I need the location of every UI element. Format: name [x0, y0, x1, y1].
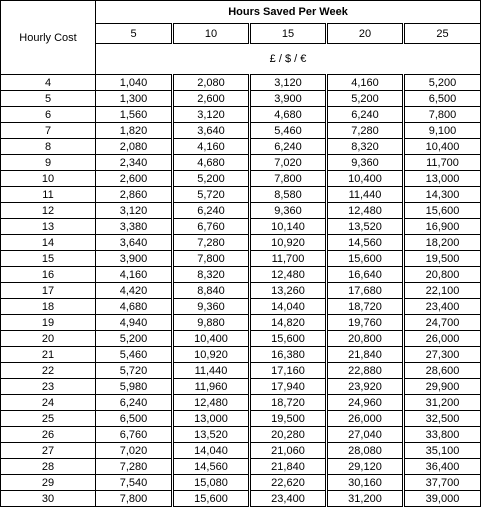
savings-value-cell: 4,160 [96, 267, 173, 283]
table-header [1, 1, 481, 75]
table-row [1, 411, 481, 427]
savings-value-cell: 1,040 [96, 75, 173, 91]
savings-value-cell: 26,000 [327, 411, 404, 427]
hourly-cost-cell: 22 [1, 363, 96, 379]
column-header: 20 [327, 24, 404, 44]
savings-value-cell: 11,440 [173, 363, 250, 379]
savings-value-cell: 3,120 [250, 75, 327, 91]
savings-value-cell: 23,920 [327, 379, 404, 395]
savings-value-cell: 18,720 [250, 395, 327, 411]
column-header: 15 [250, 24, 327, 44]
savings-value-cell: 5,720 [173, 187, 250, 203]
savings-value-cell: 3,380 [96, 219, 173, 235]
savings-value-cell: 7,540 [96, 475, 173, 491]
savings-value-cell: 19,760 [327, 315, 404, 331]
savings-value-cell: 16,380 [250, 347, 327, 363]
savings-value-cell: 2,080 [173, 75, 250, 91]
hourly-cost-cell: 5 [1, 91, 96, 107]
hourly-cost-cell: 16 [1, 267, 96, 283]
savings-value-cell: 13,000 [404, 171, 481, 187]
savings-value-cell: 23,400 [404, 299, 481, 315]
savings-value-cell: 6,240 [96, 395, 173, 411]
savings-value-cell: 2,860 [96, 187, 173, 203]
savings-value-cell: 11,700 [404, 155, 481, 171]
savings-value-cell: 3,900 [250, 91, 327, 107]
table-row [1, 235, 481, 251]
hourly-cost-cell: 24 [1, 395, 96, 411]
savings-value-cell: 22,620 [250, 475, 327, 491]
hourly-cost-cell: 12 [1, 203, 96, 219]
table-row [1, 299, 481, 315]
savings-value-cell: 16,640 [327, 267, 404, 283]
savings-value-cell: 19,500 [404, 251, 481, 267]
savings-value-cell: 7,280 [327, 123, 404, 139]
savings-value-cell: 4,940 [96, 315, 173, 331]
table-row [1, 203, 481, 219]
savings-value-cell: 37,700 [404, 475, 481, 491]
savings-value-cell: 9,360 [173, 299, 250, 315]
savings-value-cell: 5,200 [96, 331, 173, 347]
savings-value-cell: 29,900 [404, 379, 481, 395]
savings-value-cell: 9,880 [173, 315, 250, 331]
hourly-cost-cell: 11 [1, 187, 96, 203]
savings-value-cell: 7,800 [173, 251, 250, 267]
savings-value-cell: 12,480 [327, 203, 404, 219]
savings-value-cell: 28,600 [404, 363, 481, 379]
savings-value-cell: 7,020 [250, 155, 327, 171]
savings-value-cell: 7,800 [250, 171, 327, 187]
savings-value-cell: 32,500 [404, 411, 481, 427]
savings-value-cell: 14,300 [404, 187, 481, 203]
savings-value-cell: 10,140 [250, 219, 327, 235]
hourly-cost-cell: 8 [1, 139, 96, 155]
hourly-cost-cell: 4 [44, 76, 52, 89]
table-row [1, 107, 481, 123]
savings-value-cell: 33,800 [404, 427, 481, 443]
savings-value-cell: 6,240 [250, 139, 327, 155]
savings-value-cell: 26,000 [404, 331, 481, 347]
savings-value-cell: 6,240 [327, 107, 404, 123]
table-row [1, 347, 481, 363]
savings-value-cell: 21,840 [250, 459, 327, 475]
savings-value-cell: 18,720 [327, 299, 404, 315]
savings-value-cell: 5,720 [96, 363, 173, 379]
hourly-cost-cell: 23 [1, 379, 96, 395]
savings-value-cell: 11,440 [327, 187, 404, 203]
savings-value-cell: 6,240 [173, 203, 250, 219]
table-row [1, 475, 481, 491]
savings-value-cell: 5,200 [327, 91, 404, 107]
row-header-label: Hourly Cost [1, 1, 96, 75]
savings-value-cell: 9,360 [327, 155, 404, 171]
savings-value-cell: 21,840 [327, 347, 404, 363]
savings-value-cell: 6,500 [404, 91, 481, 107]
table-row [1, 491, 481, 507]
savings-value-cell: 4,680 [250, 107, 327, 123]
savings-value-cell: 10,400 [327, 171, 404, 187]
hourly-cost-cell: 29 [1, 475, 96, 491]
table-row [1, 459, 481, 475]
table-row [1, 363, 481, 379]
savings-value-cell: 19,500 [250, 411, 327, 427]
hourly-cost-cell: 26 [1, 427, 96, 443]
savings-value-cell: 35,100 [404, 443, 481, 459]
savings-value-cell: 13,260 [250, 283, 327, 299]
hourly-cost-cell: 28 [1, 459, 96, 475]
savings-value-cell: 2,080 [96, 139, 173, 155]
savings-value-cell: 4,160 [173, 139, 250, 155]
table-row [1, 443, 481, 459]
savings-value-cell: 12,480 [250, 267, 327, 283]
savings-value-cell: 11,700 [250, 251, 327, 267]
savings-value-cell: 14,560 [327, 235, 404, 251]
savings-value-cell: 13,000 [173, 411, 250, 427]
table-row [1, 123, 481, 139]
savings-value-cell: 8,320 [173, 267, 250, 283]
savings-value-cell: 13,520 [173, 427, 250, 443]
table-row [1, 155, 481, 171]
savings-value-cell: 6,760 [173, 219, 250, 235]
savings-value-cell: 22,100 [404, 283, 481, 299]
savings-value-cell: 4,420 [96, 283, 173, 299]
savings-value-cell: 39,000 [404, 491, 481, 507]
savings-value-cell: 27,300 [404, 347, 481, 363]
savings-value-cell: 23,400 [250, 491, 327, 507]
savings-value-cell: 13,520 [327, 219, 404, 235]
hourly-cost-cell: 19 [1, 315, 96, 331]
table-row [1, 91, 481, 107]
table-body [1, 75, 481, 507]
savings-value-cell: 17,940 [250, 379, 327, 395]
savings-value-cell: 3,900 [96, 251, 173, 267]
savings-value-cell: 7,800 [96, 491, 173, 507]
table-row [1, 395, 481, 411]
table-title: Hours Saved Per Week [96, 1, 481, 24]
table-row [1, 331, 481, 347]
savings-value-cell: 14,820 [250, 315, 327, 331]
savings-value-cell: 15,600 [173, 491, 250, 507]
table-row [1, 171, 481, 187]
table-row [1, 139, 481, 155]
savings-value-cell: 3,640 [173, 123, 250, 139]
table-row [1, 75, 481, 91]
hourly-cost-cell: 18 [1, 299, 96, 315]
currency-label: £ / $ / € [96, 44, 481, 75]
savings-value-cell: 4,160 [327, 75, 404, 91]
savings-value-cell: 36,400 [404, 459, 481, 475]
table-row [1, 219, 481, 235]
savings-value-cell: 27,040 [327, 427, 404, 443]
hourly-cost-cell: 9 [1, 155, 96, 171]
column-header: 10 [173, 24, 250, 44]
table-row [1, 315, 481, 331]
savings-value-cell: 20,800 [404, 267, 481, 283]
savings-value-cell: 8,840 [173, 283, 250, 299]
savings-value-cell: 1,300 [96, 91, 173, 107]
savings-value-cell: 18,200 [404, 235, 481, 251]
savings-value-cell: 6,760 [96, 427, 173, 443]
savings-value-cell: 14,560 [173, 459, 250, 475]
hourly-cost-cell: 25 [1, 411, 96, 427]
savings-value-cell: 29,120 [327, 459, 404, 475]
savings-value-cell: 14,040 [250, 299, 327, 315]
hourly-cost-cell: 15 [1, 251, 96, 267]
table-row [1, 283, 481, 299]
savings-value-cell: 7,020 [96, 443, 173, 459]
hourly-cost-cell: 17 [1, 283, 96, 299]
savings-value-cell: 15,600 [327, 251, 404, 267]
savings-value-cell: 5,460 [250, 123, 327, 139]
table-row [1, 187, 481, 203]
savings-value-cell: 16,900 [404, 219, 481, 235]
savings-value-cell: 4,680 [96, 299, 173, 315]
table-row [1, 379, 481, 395]
savings-value-cell: 12,480 [173, 395, 250, 411]
hourly-cost-cell: 14 [1, 235, 96, 251]
savings-value-cell: 9,360 [250, 203, 327, 219]
savings-value-cell: 7,800 [404, 107, 481, 123]
table-row [1, 251, 481, 267]
savings-value-cell: 2,600 [96, 171, 173, 187]
savings-value-cell: 31,200 [404, 395, 481, 411]
savings-value-cell: 1,560 [96, 107, 173, 123]
savings-value-cell: 31,200 [327, 491, 404, 507]
savings-value-cell: 5,200 [173, 171, 250, 187]
savings-value-cell: 21,060 [250, 443, 327, 459]
savings-value-cell: 1,820 [96, 123, 173, 139]
savings-value-cell: 10,920 [173, 347, 250, 363]
column-header: 25 [404, 24, 481, 44]
savings-value-cell: 15,600 [404, 203, 481, 219]
savings-value-cell: 28,080 [327, 443, 404, 459]
savings-value-cell: 30,160 [327, 475, 404, 491]
savings-value-cell: 9,100 [404, 123, 481, 139]
savings-value-cell: 20,280 [250, 427, 327, 443]
savings-value-cell: 17,680 [327, 283, 404, 299]
savings-value-cell: 10,400 [404, 139, 481, 155]
table-row [1, 427, 481, 443]
savings-value-cell: 2,340 [96, 155, 173, 171]
savings-value-cell: 5,980 [96, 379, 173, 395]
savings-value-cell: 8,580 [250, 187, 327, 203]
savings-value-cell: 20,800 [327, 331, 404, 347]
hourly-cost-cell: 7 [1, 123, 96, 139]
savings-value-cell: 15,080 [173, 475, 250, 491]
savings-value-cell: 4,680 [173, 155, 250, 171]
savings-value-cell: 6,500 [96, 411, 173, 427]
savings-value-cell: 3,640 [96, 235, 173, 251]
savings-value-cell: 22,880 [327, 363, 404, 379]
table-row [1, 267, 481, 283]
savings-value-cell: 11,960 [173, 379, 250, 395]
savings-value-cell: 17,160 [250, 363, 327, 379]
hourly-cost-cell: 10 [1, 171, 96, 187]
hourly-cost-cell: 27 [1, 443, 96, 459]
savings-value-cell: 15,600 [250, 331, 327, 347]
savings-value-cell: 7,280 [96, 459, 173, 475]
savings-value-cell: 7,280 [173, 235, 250, 251]
savings-value-cell: 10,920 [250, 235, 327, 251]
hourly-cost-cell: 20 [1, 331, 96, 347]
savings-value-cell: 5,460 [96, 347, 173, 363]
savings-value-cell: 8,320 [327, 139, 404, 155]
savings-value-cell: 2,600 [173, 91, 250, 107]
savings-value-cell: 10,400 [173, 331, 250, 347]
savings-value-cell: 3,120 [96, 203, 173, 219]
hourly-cost-cell: 6 [1, 107, 96, 123]
hourly-cost-cell: 13 [1, 219, 96, 235]
hourly-cost-cell: 21 [1, 347, 96, 363]
savings-value-cell: 14,040 [173, 443, 250, 459]
savings-value-cell: 3,120 [173, 107, 250, 123]
savings-value-cell: 24,700 [404, 315, 481, 331]
savings-value-cell: 24,960 [327, 395, 404, 411]
column-header: 5 [96, 24, 173, 44]
savings-value-cell: 5,200 [404, 75, 481, 91]
hourly-cost-cell: 30 [1, 491, 96, 507]
